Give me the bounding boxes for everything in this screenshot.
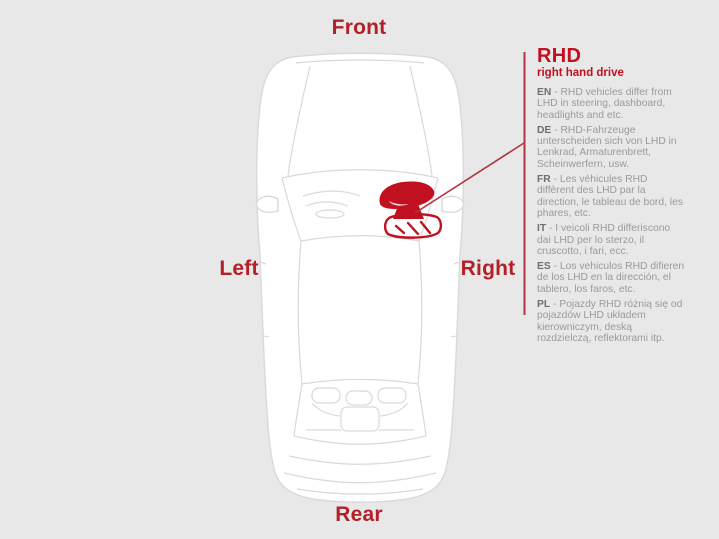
language-entries [537, 87, 685, 344]
right-mirror [442, 196, 464, 212]
language-code: DE [537, 124, 552, 136]
panel-subtitle: right hand drive [537, 67, 624, 79]
language-code: EN [537, 87, 552, 98]
language-entry-es: ES - Los vehiculos RHD difieren de los LHD en la dirección, el tablero, los faros, etc. [537, 261, 685, 295]
language-entry-pl: PL - Pojazdy RHD różnią się od pojazdów LHD układem kierowniczym, deską rozdzielczą, reflektorami itp. [537, 299, 683, 344]
panel-title: RHD [537, 45, 582, 67]
car-body [256, 53, 464, 502]
car-outline [257, 53, 464, 502]
left-mirror [256, 196, 278, 212]
label-rear: Rear [335, 503, 383, 526]
language-entry-en: EN - RHD vehicles differ from LHD in steering, dashboard, headlights and etc. [537, 87, 672, 121]
rhd-info-panel [537, 45, 685, 348]
language-code: ES [537, 261, 551, 273]
language-entry-it: IT - I veicoli RHD differiscono dai LHD per lo sterzo, il cruscotto, i fari, ecc. [537, 223, 671, 257]
label-right: Right [460, 257, 516, 280]
language-code: FR [537, 174, 551, 186]
language-code: IT [537, 223, 547, 235]
language-code: PL [537, 299, 551, 311]
label-front: Front [331, 16, 387, 39]
language-entry-de: DE - RHD-Fahrzeuge unterscheiden sich von LHD in Lenkrad, Armaturenbrett, Scheinwerfern, usw. [537, 124, 677, 170]
language-entry-fr: FR - Les véhicules RHD diffèrent des LHD par la direction, le tableau de bord, les phares, etc. [537, 174, 683, 219]
label-left: Left [219, 257, 259, 280]
